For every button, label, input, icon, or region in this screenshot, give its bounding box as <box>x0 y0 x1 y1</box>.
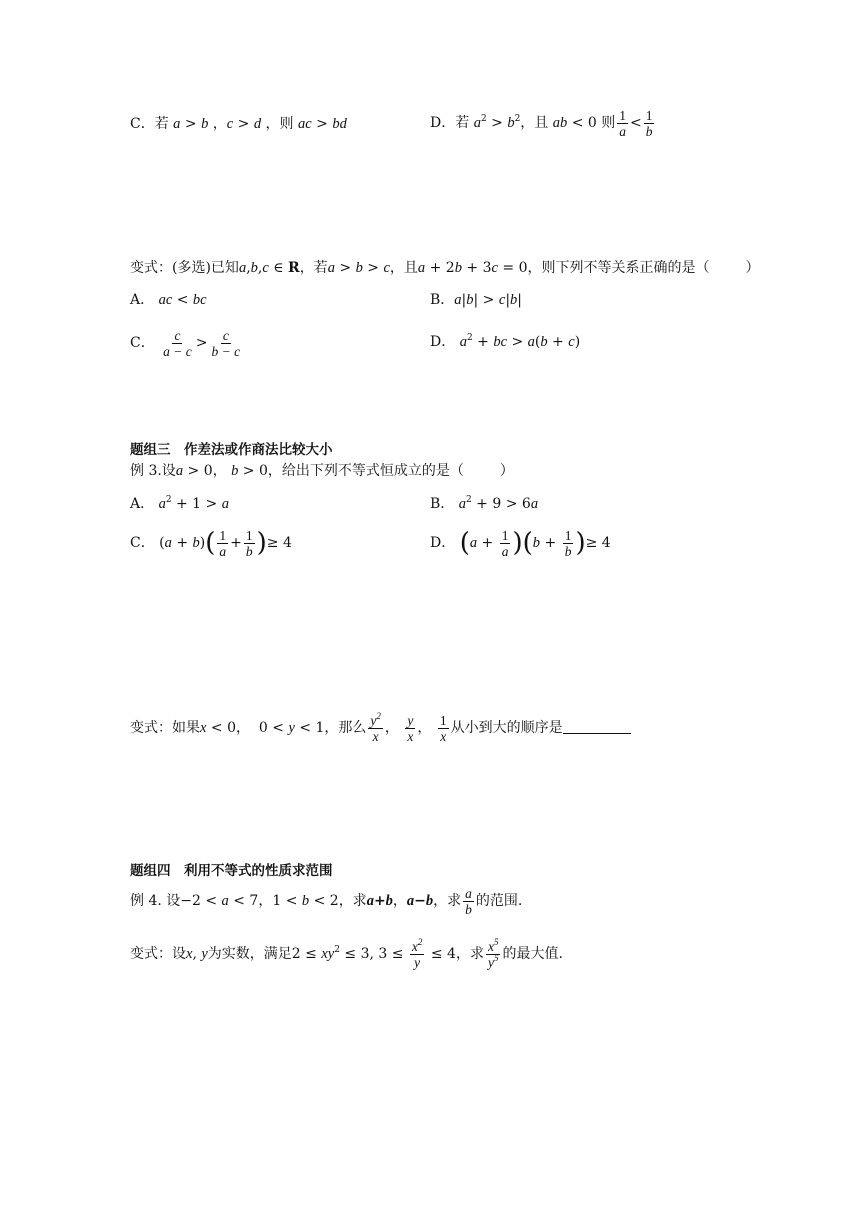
example4-stem: 例 4. 设−2 < a < 7，1 < b < 2，求a+b，a−b，求 $\frac{a}{b}$ 的范围. <box>130 885 523 917</box>
option-d-prev <box>430 106 656 140</box>
variant1-option-c: C． $\frac{c}{a - c}$ > $\frac{c}{b - c}$ <box>130 327 241 359</box>
example3-option-c: C． (a + b)( $\frac{1}{a}$ + $\frac{1}{b}$ )≥ 4 <box>130 527 292 559</box>
variant1-option-a: A． ac < bc <box>130 292 207 308</box>
variant1-stem: 变式：(多选)已知a,b,c ∈ R，若a > b > c，且a + 2b + 3c = 0，则下列不等关系正确的是（ ） <box>130 260 760 276</box>
example3-stem: 例 3.设a > 0， b > 0，给出下列不等式恒成立的是（ ） <box>130 463 514 479</box>
example3-option-b: B． $a^2 + 9 > 6a$ <box>430 495 539 512</box>
variant1-option-d: D． $a^2$ + bc > a(b + c) <box>430 333 581 350</box>
variant1-prefix: 变式：(多选)已知 <box>130 260 239 276</box>
option-c-prev <box>130 114 347 134</box>
answer-blank[interactable] <box>563 719 631 734</box>
variant2-stem: 变式：如果x < 0， 0 < y < 1，那么 $\frac{y^2}{x}$ ， $\frac{y}{x}$ ， $\frac{1}{x}$ 从小到大的顺序是 <box>130 708 631 748</box>
variant3-stem: 变式：设x, y为实数，满足$2 \le xy^2 \le 3$, 3 ≤ $\frac{x^2}{y}$ ≤ 4，求 $\frac{x^5}{y^5}$ 的最大值. <box>130 936 563 970</box>
variant1-option-b: B．a|b| > c|b| <box>430 292 522 308</box>
group3-title: 题组三 作差法或作商法比较大小 <box>130 442 333 458</box>
option-d-prev-text: D．若 $a^2 > b^2$，且 ab < 0 则 $\frac{1}{a}$ < $\frac{1}{b}$ <box>430 107 653 139</box>
option-c-prev-text: C．若 a > b ，c > d ，则 ac > bd <box>130 116 347 132</box>
example3-option-a: A． $a^2 + 1 > a$ <box>130 495 229 512</box>
group4-title: 题组四 利用不等式的性质求范围 <box>130 863 333 879</box>
example3-option-d: D． (a + $\frac{1}{a}$ )(b + $\frac{1}{b}$ )≥ 4 <box>430 527 611 559</box>
